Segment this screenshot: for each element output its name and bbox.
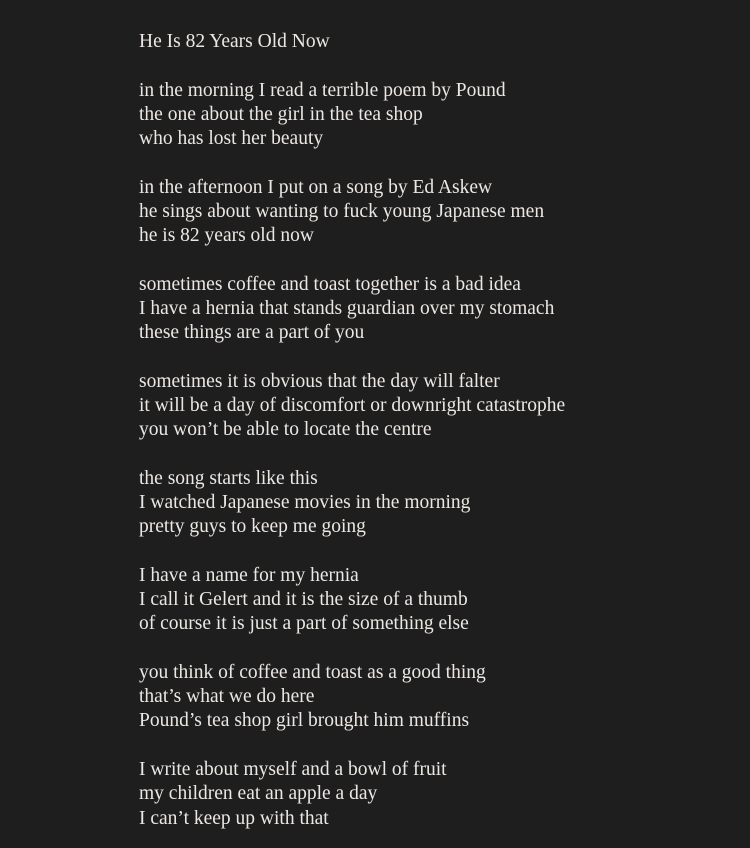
poem-line: I call it Gelert and it is the size of a thumb	[139, 589, 468, 611]
poem-line: he is 82 years old now	[139, 225, 314, 247]
poem-line: who has lost her beauty	[139, 128, 324, 150]
poem-line: sometimes it is obvious that the day will falter	[139, 370, 500, 392]
poem-line: I watched Japanese movies in the morning	[139, 492, 471, 514]
poem	[139, 30, 739, 848]
poem-line: in the afternoon I put on a song by Ed Askew	[139, 176, 493, 198]
stanza-7	[139, 661, 739, 734]
poem-line: my children eat an apple a day	[139, 783, 378, 805]
stanza-3	[139, 273, 739, 346]
poem-line: he sings about wanting to fuck young Japanese men	[139, 200, 545, 222]
poem-line: you won’t be able to locate the centre	[139, 419, 432, 441]
poem-line: the song starts like this	[139, 467, 318, 489]
poem-line: you think of coffee and toast as a good thing	[139, 662, 486, 684]
poem-line: the one about the girl in the tea shop	[139, 103, 423, 125]
poem-line: pretty guys to keep me going	[139, 516, 366, 538]
poem-line: I can’t keep up with that	[139, 807, 329, 829]
stanza-4	[139, 370, 739, 443]
poem-line: that’s what we do here	[139, 686, 315, 708]
stanza-1	[139, 79, 739, 152]
stanza-6	[139, 564, 739, 637]
poem-line: these things are a part of you	[139, 322, 365, 344]
poem-title: He Is 82 Years Old Now	[139, 31, 330, 52]
stanza-5	[139, 467, 739, 540]
stanza-2	[139, 176, 739, 249]
stanza-8	[139, 758, 739, 831]
poem-line: I write about myself and a bowl of fruit	[139, 759, 447, 781]
poem-line: I have a name for my hernia	[139, 565, 359, 586]
poem-line: of course it is just a part of something else	[139, 613, 469, 635]
poem-line: it will be a day of discomfort or downright catastrophe	[139, 395, 566, 417]
poem-line: sometimes coffee and toast together is a bad idea	[139, 273, 521, 295]
poem-line: I have a hernia that stands guardian over my stomach	[139, 298, 555, 319]
poem-line: in the morning I read a terrible poem by Pound	[139, 79, 506, 101]
poem-line: Pound’s tea shop girl brought him muffins	[139, 710, 470, 732]
